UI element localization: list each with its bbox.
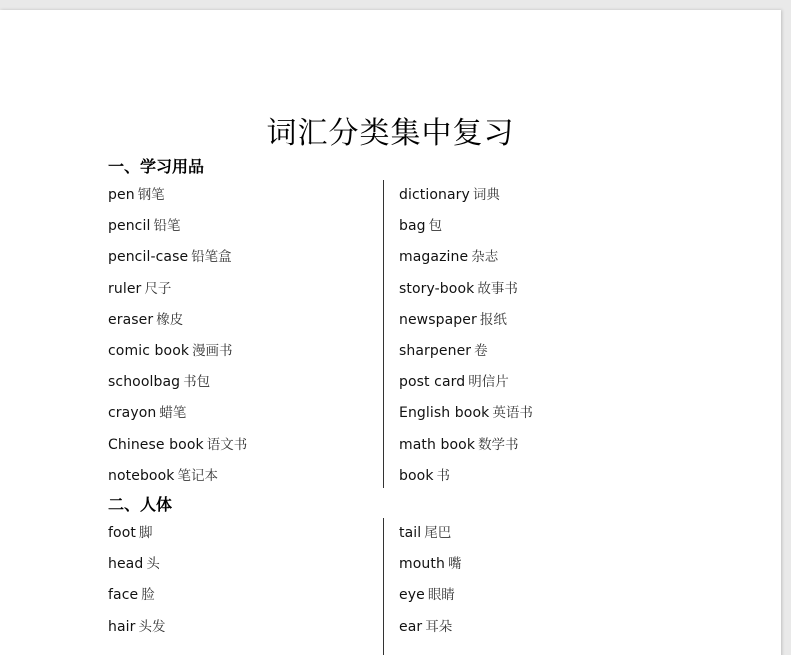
chinese-meaning: 嘴: [447, 556, 462, 573]
column-divider: [383, 180, 384, 488]
vocab-entry: [108, 211, 378, 242]
vocab-entry: [399, 612, 669, 643]
chinese-meaning: 报纸: [479, 311, 507, 328]
chinese-meaning: 脚: [138, 525, 153, 541]
chinese-meaning: 书: [436, 467, 451, 484]
chinese-meaning: 杂志: [471, 249, 499, 266]
vocab-entry: [399, 549, 669, 580]
english-word: crayon: [108, 405, 157, 422]
document-title: 词汇分类集中复习: [266, 116, 515, 151]
vocab-entry: [108, 180, 378, 211]
vocab-entry: [108, 336, 378, 367]
english-word: sharpener: [399, 342, 472, 359]
document-page: [0, 10, 781, 655]
chinese-meaning: 铅笔: [153, 218, 181, 235]
vocab-entry: [399, 274, 669, 305]
chinese-meaning: 语文书: [206, 436, 248, 453]
vocab-entry: [399, 430, 669, 461]
vocab-entry: [108, 367, 378, 398]
chinese-meaning: 英语书: [492, 405, 533, 422]
english-word: face: [108, 587, 139, 604]
vocab-column-left: [108, 180, 378, 492]
vocab-entry: [108, 274, 378, 305]
vocab-table-school-supplies: [108, 180, 668, 488]
english-word: tail: [399, 525, 422, 541]
chinese-meaning: 故事书: [477, 280, 518, 297]
vocab-entry: [399, 211, 669, 242]
vocab-entry: [108, 305, 378, 336]
chinese-meaning: 尾巴: [424, 525, 452, 541]
english-word: schoolbag: [108, 374, 181, 391]
chinese-meaning: 橡皮: [156, 311, 184, 328]
chinese-meaning: 钢笔: [137, 187, 165, 203]
english-word: ruler: [108, 280, 142, 297]
vocab-entry: [108, 461, 378, 492]
vocab-entry: [399, 518, 669, 549]
english-word: notebook: [108, 467, 175, 484]
section-heading-body-parts: 二、人体: [108, 495, 173, 514]
english-word: bag: [399, 218, 426, 235]
vocab-entry: [399, 305, 669, 336]
chinese-meaning: 蜡笔: [159, 405, 187, 422]
vocab-entry: [108, 580, 378, 611]
english-word: mouth: [399, 556, 445, 573]
english-word: math book: [399, 436, 476, 453]
chinese-meaning: 卷: [474, 342, 488, 359]
english-word: story-book: [399, 280, 475, 297]
english-word: pen: [108, 187, 135, 203]
chinese-meaning: 词典: [472, 187, 500, 203]
vocab-entry: [108, 612, 378, 643]
english-word: post card: [399, 374, 466, 391]
english-word: comic book: [108, 342, 190, 359]
english-word: eye: [399, 587, 425, 604]
vocab-entry: [108, 549, 378, 580]
chinese-meaning: 头发: [138, 618, 166, 635]
vocab-entry: [399, 367, 669, 398]
vocab-column-right: [399, 518, 669, 643]
vocab-entry: [108, 242, 378, 273]
vocab-entry: [108, 518, 378, 549]
english-word: pencil-case: [108, 249, 189, 266]
chinese-meaning: 漫画书: [192, 342, 233, 359]
english-word: newspaper: [399, 311, 477, 328]
vocab-column-left: [108, 518, 378, 643]
english-word: foot: [108, 525, 136, 541]
chinese-meaning: 包: [428, 218, 443, 235]
english-word: hair: [108, 618, 136, 635]
column-divider: [383, 518, 384, 655]
chinese-meaning: 数学书: [478, 436, 519, 453]
vocab-entry: [399, 336, 669, 367]
english-word: dictionary: [399, 187, 470, 203]
chinese-meaning: 脸: [141, 587, 155, 604]
english-word: book: [399, 467, 434, 484]
vocab-entry: [108, 430, 378, 461]
chinese-meaning: 铅笔盒: [191, 249, 232, 266]
chinese-meaning: 明信片: [468, 374, 509, 391]
vocab-column-right: [399, 180, 669, 492]
vocab-entry: [399, 242, 669, 273]
chinese-meaning: 眼睛: [427, 587, 455, 604]
english-word: head: [108, 556, 144, 573]
english-word: magazine: [399, 249, 469, 266]
vocab-entry: [399, 580, 669, 611]
chinese-meaning: 书包: [183, 374, 211, 391]
vocab-table-body-parts: [108, 518, 668, 655]
vocab-entry: [399, 180, 669, 211]
vocab-entry: [399, 398, 669, 429]
english-word: ear: [399, 618, 423, 635]
section-heading-school-supplies: 一、学习用品: [108, 157, 205, 176]
chinese-meaning: 尺子: [144, 280, 172, 297]
vocab-entry: [108, 398, 378, 429]
english-word: Chinese book: [108, 436, 204, 453]
english-word: eraser: [108, 311, 154, 328]
chinese-meaning: 头: [146, 556, 160, 573]
english-word: English book: [399, 405, 490, 422]
english-word: pencil: [108, 218, 151, 235]
chinese-meaning: 耳朵: [425, 618, 453, 635]
chinese-meaning: 笔记本: [177, 467, 218, 484]
vocab-entry: [399, 461, 669, 492]
